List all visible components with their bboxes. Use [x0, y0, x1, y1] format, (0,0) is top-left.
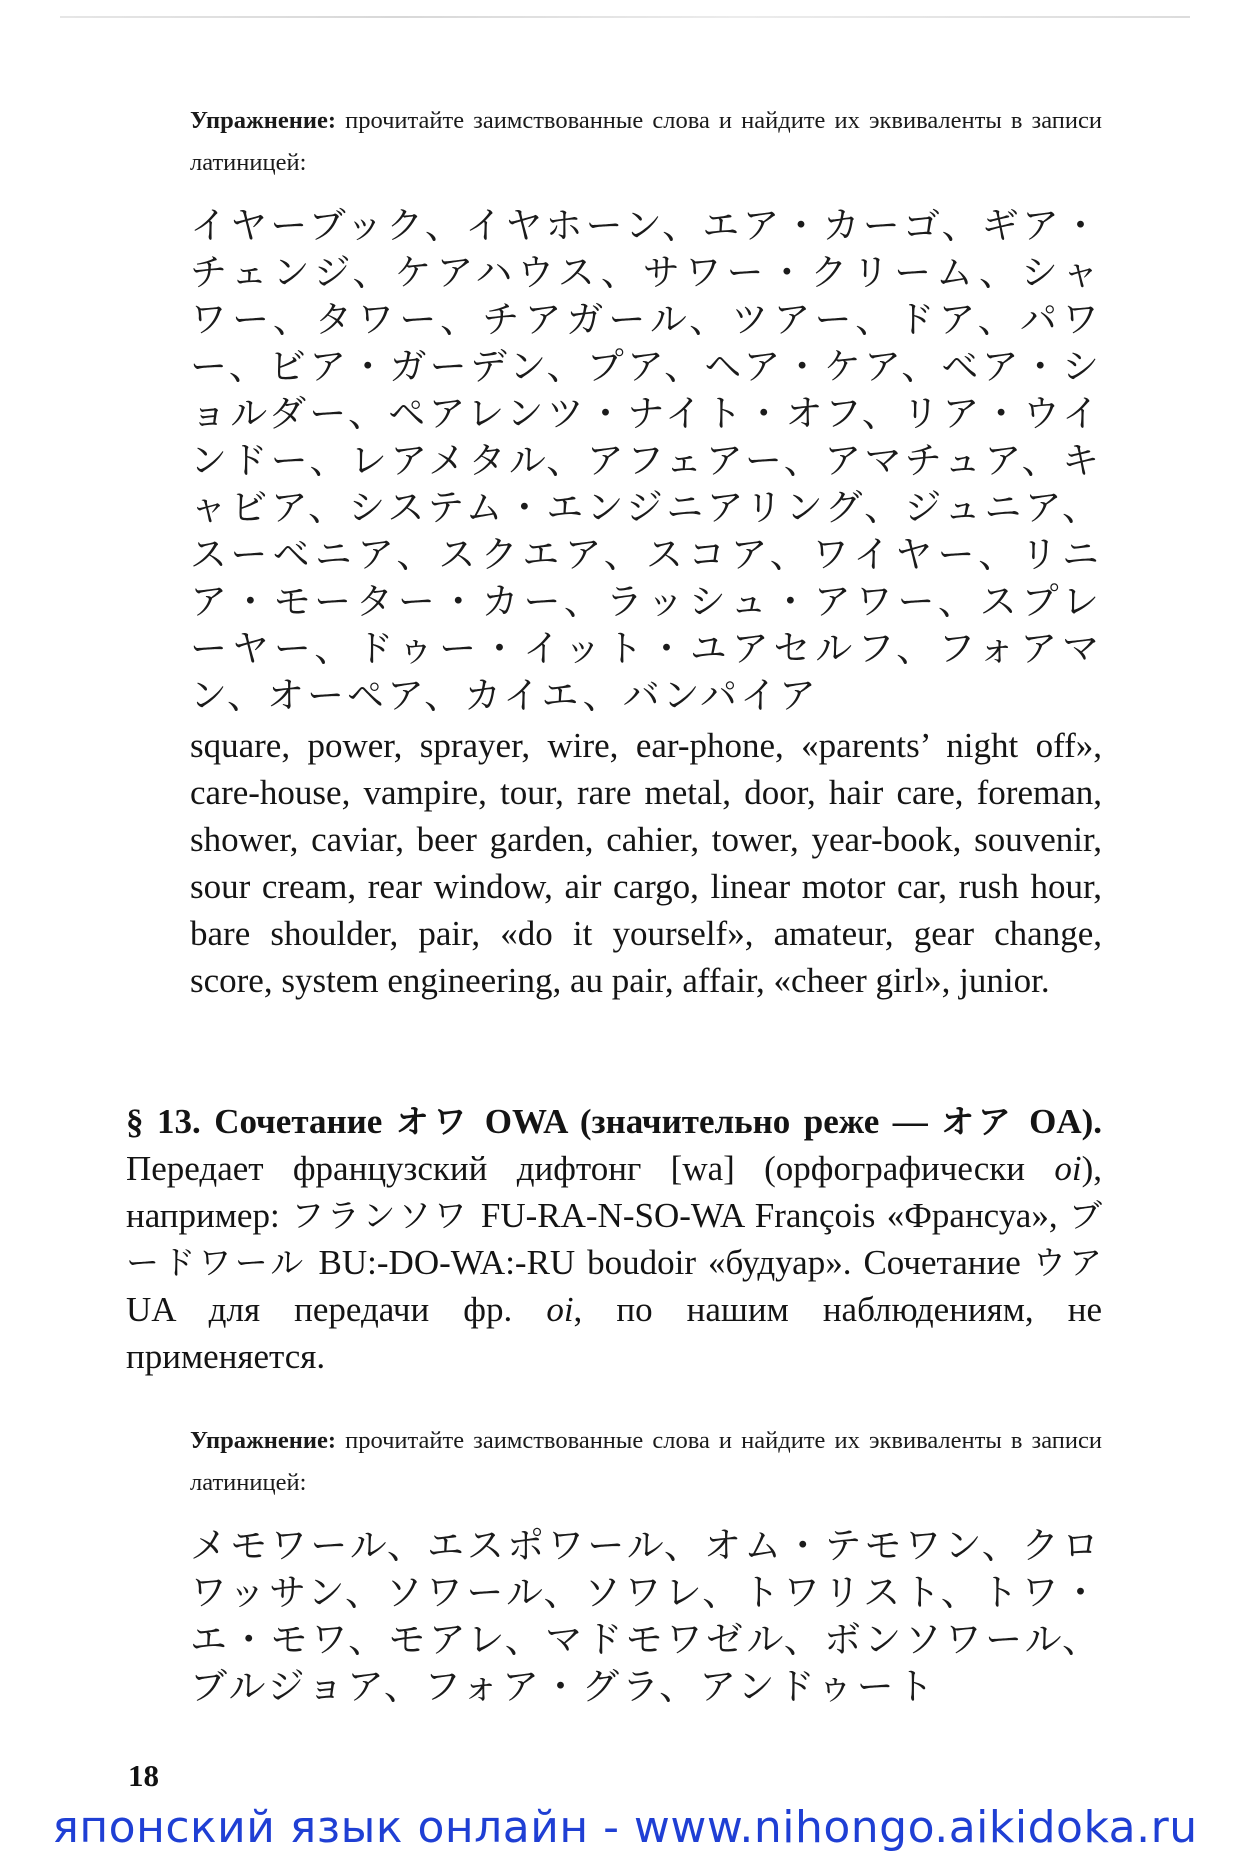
- section-13-heading-mid: OWA (значительно реже —: [471, 1102, 942, 1141]
- exercise-2-instruction: [190, 1420, 1102, 1504]
- example-francois-latin: FU-RA-N-SO-WA François «Франсуа»,: [469, 1196, 1069, 1235]
- exercise-1-katakana: イヤーブック、イヤホーン、エア・カーゴ、ギア・チェンジ、ケアハウス、サワー・クリーム、シャワー、タワー、チアガール、ツアー、ドア、パワー、ビア・ガーデン、プア、ヘア・ケア、ベア・ショルダー、ペアレンツ・ナイト・オフ、リア・ウインドー、レアメタル、アフェアー、アマチュア、キャビア、システム・エンジニアリング、ジュニア、スーベニア、スクエア、スコア、ワイヤー、リニア・モーター・カー、ラッシュ・アワー、スプレーヤー、ドゥー・イット・ユアセルフ、フォアマン、オーペア、カイエ、バンパイア: [190, 204, 1102, 717]
- section-13-heading-owa: オワ: [395, 1102, 472, 1141]
- section-13-heading-text: § 13. Сочетание: [126, 1102, 396, 1141]
- exercise-1-instruction: [190, 100, 1102, 184]
- section-13: [126, 1098, 1102, 1380]
- site-watermark: японский язык онлайн - www.nihongo.aikidoka.ru: [52, 1802, 1198, 1853]
- example-boudoir-latin: BU:-DO-WA:-RU boudoir «будуар». Сочетание: [306, 1243, 1033, 1282]
- exercise-1-label: Упражнение:: [190, 107, 336, 134]
- section-13-heading-end: OA).: [1015, 1102, 1103, 1141]
- scan-edge-line: [60, 16, 1190, 18]
- exercise-1-latin-words: square, power, sprayer, wire, ear-phone, «parents’ night off», care-house, vampire, tour, rare metal, door, hair care, foreman, shower, caviar, beer garden, cahier, tower, year-book, souvenir, sour cream, rear window, air cargo, linear motor car, rush hour, bare shoulder, pair, «do it yourself», amateur, gear change, score, system engineering, au pair, affair, «cheer girl», junior.: [190, 726, 1102, 1000]
- section-13-body-4: , по нашим наблюдениям, не применяется.: [126, 1290, 1102, 1376]
- section-13-oi-2: oi: [546, 1290, 574, 1329]
- exercise-2-text: прочитайте заимствованные слова и найдите их эквиваленты в записи латиницей:: [190, 1427, 1102, 1496]
- example-ua-jp: ウア: [1032, 1243, 1103, 1282]
- exercise-2-katakana: メモワール、エスポワール、オム・テモワン、クロワッサン、ソワール、ソワレ、トワリスト、トワ・エ・モワ、モアレ、マドモワゼル、ボンソワール、ブルジョア、フォア・グラ、アンドゥート: [190, 1524, 1102, 1708]
- section-13-oi-1: oi: [1054, 1149, 1082, 1188]
- exercise-1-text: прочитайте заимствованные слова и найдите их эквиваленты в записи латиницей:: [190, 107, 1102, 176]
- section-13-body-3: UA для передачи фр.: [126, 1290, 547, 1329]
- section-13-heading-oa: オア: [941, 1102, 1016, 1141]
- section-13-body-2: ), например:: [126, 1149, 1102, 1235]
- page-number: 18: [128, 1758, 159, 1793]
- example-francois-jp: フランソワ: [291, 1196, 470, 1235]
- section-13-body-1: Передает французский дифтонг [wa] (орфографически: [126, 1149, 1055, 1188]
- exercise-2-label: Упражнение:: [190, 1427, 336, 1454]
- section-13-heading: [126, 1102, 1102, 1141]
- example-boudoir-jp: ブードワール: [126, 1196, 1102, 1282]
